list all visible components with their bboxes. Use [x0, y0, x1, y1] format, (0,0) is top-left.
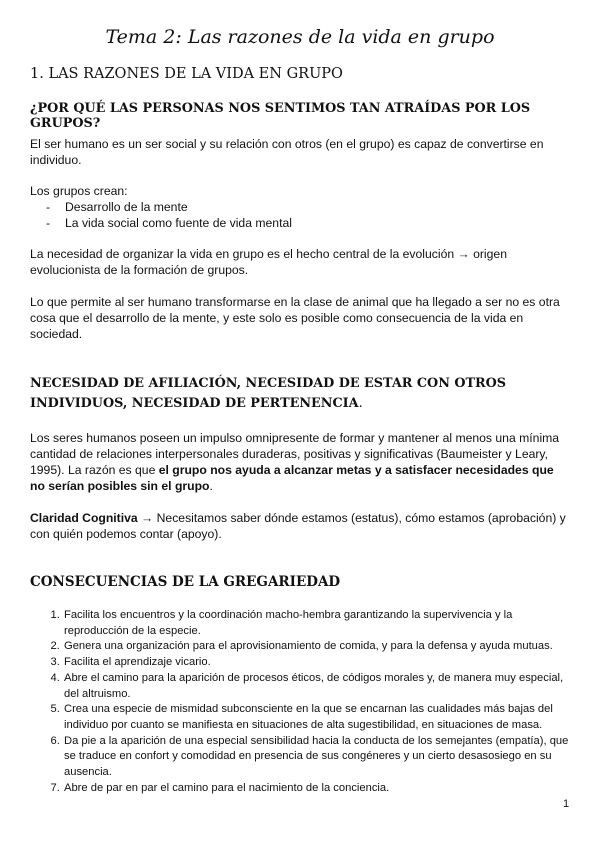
list-item: 7. Abre de par en par el camino para el nacimiento de la conciencia. — [63, 781, 570, 797]
affiliation-heading — [30, 374, 570, 414]
paragraph-impulse-bold: el grupo nos ayuda a alcanzar metas y a satisfacer necesidades que no serían posibles sin el grupo — [30, 463, 554, 493]
list-item: 3. Facilita el aprendizaje vicario. — [63, 655, 570, 671]
list-item: 5. Crea una especie de mismidad subconsciente en la que se encarnan las cualidades más bajas del individuo por cuanto se manifiesta en situaciones de alta sugestibilidad, en situaciones de masa. — [63, 702, 570, 733]
paragraph-cognitive-clarity — [30, 510, 570, 542]
list-item: 4. Abre el camino para la aparición de procesos éticos, de códigos morales y, de manera muy especial, del altruismo. — [63, 671, 570, 702]
groups-create-intro: Los grupos crean: — [30, 184, 128, 198]
groups-create-block — [30, 183, 570, 231]
affiliation-heading-text: NECESIDAD DE AFILIACIÓN, NECESIDAD DE ESTAR CON OTROS INDIVIDUOS, NECESIDAD DE PERTENENCIA — [30, 376, 507, 411]
cognitive-clarity-text: → Necesitamos saber dónde estamos (estatus), cómo estamos (aprobación) y con quién podemos contar (apoyo). — [30, 511, 566, 541]
question-heading: ¿POR QUÉ LAS PERSONAS NOS SENTIMOS TAN ATRAÍDAS POR LOS GRUPOS? — [30, 101, 531, 131]
groups-create-list — [30, 199, 570, 231]
list-item: 6. Da pie a la aparición de una especial sensibilidad hacia la conducta de los semejantes (empatía), que se traduce en confort y comodidad en presencia de sus congéneres y un cierto desasosiego en su ausencia. — [63, 734, 570, 781]
list-item: - La vida social como fuente de vida mental — [30, 215, 570, 231]
paragraph-impulse — [30, 430, 570, 494]
paragraph-evolution: La necesidad de organizar la vida en grupo es el hecho central de la evolución → origen evolucionista de la formación de grupos. — [30, 247, 507, 277]
paragraph-social-being: El ser humano es un ser social y su relación con otros (en el grupo) es capaz de convertirse en individuo. — [30, 137, 544, 167]
section-heading: 1. LAS RAZONES DE LA VIDA EN GRUPO — [30, 66, 343, 82]
list-item: 1. Facilita los encuentros y la coordinación macho-hembra garantizando la supervivencia y la reproducción de la especie. — [63, 608, 570, 639]
page-title: Tema 2: Las razones de la vida en grupo — [105, 26, 495, 48]
affiliation-heading-period: . — [358, 396, 363, 411]
page-number: 1 — [563, 798, 570, 810]
cognitive-clarity-term: Claridad Cognitiva — [30, 511, 138, 525]
list-item: - Desarrollo de la mente — [30, 199, 570, 215]
consequences-heading: CONSECUENCIAS DE LA GREGARIEDAD — [30, 574, 341, 590]
list-item: 2. Genera una organización para el aprovisionamiento de comida, y para la defensa y ayuda mutuas. — [63, 639, 570, 655]
paragraph-impulse-end: . — [209, 479, 213, 493]
paragraph-mind-development: Lo que permite al ser humano transformarse en la clase de animal que ha llegado a ser no es otra cosa que el desarrollo de la mente, y este solo es posible como consecuencia de la vida en sociedad. — [30, 295, 560, 341]
paragraph-impulse-text: Los seres humanos poseen un impulso omnipresente de formar y mantener al menos una mínima cantidad de relaciones interpersonales duraderas, positivas y significativas (Baumeister y Leary, 1995). La razón es que — [30, 431, 560, 477]
consequences-list — [30, 608, 570, 796]
